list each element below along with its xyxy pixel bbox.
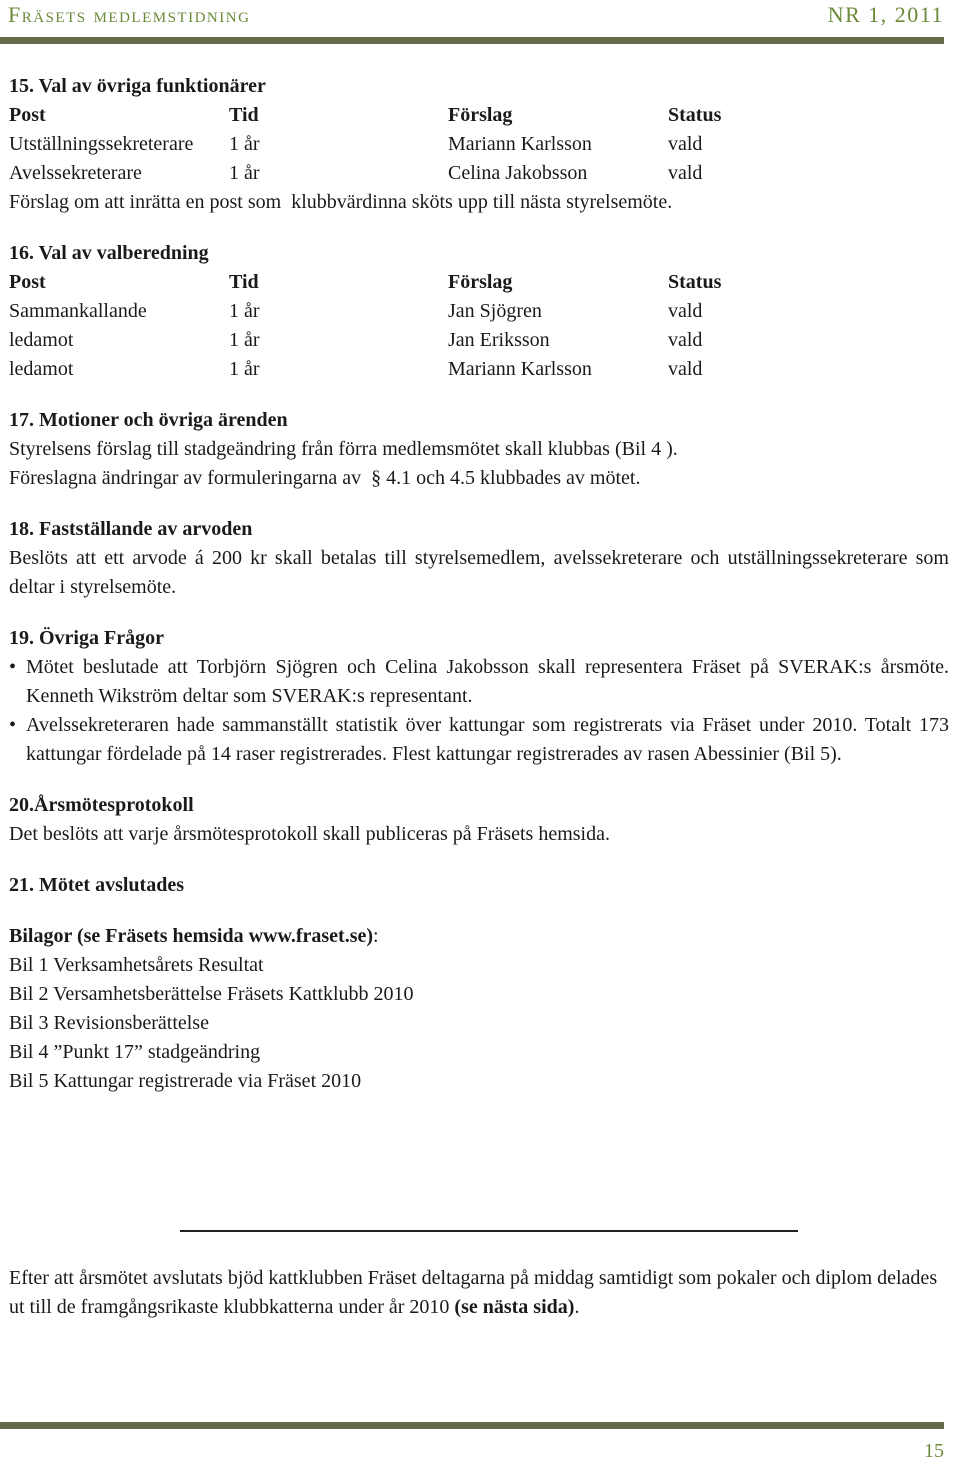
list-item bbox=[9, 711, 949, 769]
section-18 bbox=[9, 515, 949, 602]
cell-status: vald bbox=[668, 300, 703, 322]
attachments-heading bbox=[9, 922, 949, 951]
section-18-text: Beslöts att ett arvode á 200 kr skall betalas till styrelsemedlem, avelssekreterare och utställningssekreterare som deltar i styrelsemöte. bbox=[9, 547, 949, 598]
col-status: Status bbox=[668, 104, 722, 126]
section-16 bbox=[9, 239, 949, 384]
section-15-header-row bbox=[9, 101, 949, 130]
closing-text: Efter att årsmötet avslutats bjöd kattklubben Fräset deltagarna på middag samtidigt som pokaler och diplom delades ut till de framgångsrikaste klubbkatterna under år 2010 bbox=[9, 1267, 938, 1318]
publication-title: Fräsets medlemstidning bbox=[8, 2, 251, 27]
col-tid: Tid bbox=[229, 104, 259, 126]
section-20-text: Det beslöts att varje årsmötesprotokoll skall publiceras på Fräsets hemsida. bbox=[9, 823, 610, 845]
attachments bbox=[9, 922, 949, 1096]
attachment-item: Bil 1 Verksamhetsårets Resultat bbox=[9, 954, 264, 976]
bullet-icon: • bbox=[9, 714, 17, 736]
section-19-title: 19. Övriga Frågor bbox=[9, 627, 164, 649]
cell-post: Avelssekreterare bbox=[9, 162, 142, 184]
col-forslag: Förslag bbox=[448, 104, 513, 126]
section-17-line-2: Föreslagna ändringar av formuleringarna av § 4.1 och 4.5 klubbades av mötet. bbox=[9, 467, 641, 489]
section-20-title: 20.Årsmötesprotokoll bbox=[9, 794, 194, 816]
header-rule bbox=[0, 37, 944, 44]
cell-status: vald bbox=[668, 133, 703, 155]
attachment-item: Bil 3 Revisionsberättelse bbox=[9, 1012, 209, 1034]
closing-emphasis: (se nästa sida) bbox=[454, 1296, 575, 1318]
col-post: Post bbox=[9, 271, 46, 293]
cell-tid: 1 år bbox=[229, 162, 260, 184]
section-15 bbox=[9, 72, 949, 217]
section-20 bbox=[9, 791, 949, 849]
attachments-colon: : bbox=[373, 925, 379, 947]
cell-forslag: Celina Jakobsson bbox=[448, 162, 588, 184]
col-tid: Tid bbox=[229, 271, 259, 293]
col-status: Status bbox=[668, 271, 722, 293]
cell-post: Sammankallande bbox=[9, 300, 147, 322]
footer-rule bbox=[0, 1422, 944, 1429]
section-15-note: Förslag om att inrätta en post som klubbvärdinna sköts upp till nästa styrelsemöte. bbox=[9, 191, 673, 213]
cell-status: vald bbox=[668, 358, 703, 380]
bullet-icon: • bbox=[9, 656, 17, 678]
section-15-title: 15. Val av övriga funktionärer bbox=[9, 75, 266, 97]
table-row bbox=[9, 159, 949, 188]
table-row bbox=[9, 355, 949, 384]
section-19 bbox=[9, 624, 949, 769]
cell-tid: 1 år bbox=[229, 358, 260, 380]
minutes-body bbox=[9, 72, 949, 1096]
list-item-text: Avelssekreteraren hade sammanställt statistik över kattungar som registrerats via Fräset under 2010. Totalt 173 kattungar fördelade på 14 raser registrerades. Flest kattungar registrerades av rasen Abessinier (Bil 5). bbox=[26, 714, 949, 765]
cell-forslag: Mariann Karlsson bbox=[448, 133, 592, 155]
section-17-line-1: Styrelsens förslag till stadgeändring från förra medlemsmötet skall klubbas (Bil 4 ). bbox=[9, 438, 678, 460]
closing-end: . bbox=[574, 1296, 580, 1318]
section-21 bbox=[9, 871, 949, 900]
cell-status: vald bbox=[668, 329, 703, 351]
cell-status: vald bbox=[668, 162, 703, 184]
section-16-title: 16. Val av valberedning bbox=[9, 242, 209, 264]
cell-tid: 1 år bbox=[229, 300, 260, 322]
col-post: Post bbox=[9, 104, 46, 126]
attachments-title: Bilagor (se Fräsets hemsida www.fraset.se) bbox=[9, 925, 374, 947]
cell-post: Utställningssekreterare bbox=[9, 133, 194, 155]
list-item bbox=[9, 653, 949, 711]
closing-paragraph bbox=[9, 1264, 944, 1322]
section-17 bbox=[9, 406, 949, 493]
cell-forslag: Jan Sjögren bbox=[448, 300, 542, 322]
list-item-text: Mötet beslutade att Torbjörn Sjögren och Celina Jakobsson skall representera Fräset på SVERAK:s årsmöte. Kenneth Wikström deltar som SVERAK:s representant. bbox=[26, 656, 949, 707]
section-19-list bbox=[9, 653, 949, 769]
col-forslag: Förslag bbox=[448, 271, 513, 293]
cell-post: ledamot bbox=[9, 329, 74, 351]
attachment-item: Bil 4 ”Punkt 17” stadgeändring bbox=[9, 1041, 261, 1063]
page-header bbox=[0, 0, 960, 44]
section-18-title: 18. Fastställande av arvoden bbox=[9, 518, 253, 540]
page-number: 15 bbox=[924, 1440, 944, 1462]
section-21-title: 21. Mötet avslutades bbox=[9, 874, 184, 896]
attachment-item: Bil 2 Versamhetsberättelse Fräsets Kattklubb 2010 bbox=[9, 983, 414, 1005]
section-17-title: 17. Motioner och övriga ärenden bbox=[9, 409, 288, 431]
cell-forslag: Jan Eriksson bbox=[448, 329, 550, 351]
table-row bbox=[9, 130, 949, 159]
issue-number: NR 1, 2011 bbox=[827, 2, 944, 27]
cell-forslag: Mariann Karlsson bbox=[448, 358, 592, 380]
section-divider bbox=[180, 1230, 798, 1232]
section-16-header-row bbox=[9, 268, 949, 297]
table-row bbox=[9, 326, 949, 355]
cell-tid: 1 år bbox=[229, 329, 260, 351]
cell-post: ledamot bbox=[9, 358, 74, 380]
attachment-item: Bil 5 Kattungar registrerade via Fräset 2010 bbox=[9, 1070, 362, 1092]
table-row bbox=[9, 297, 949, 326]
cell-tid: 1 år bbox=[229, 133, 260, 155]
